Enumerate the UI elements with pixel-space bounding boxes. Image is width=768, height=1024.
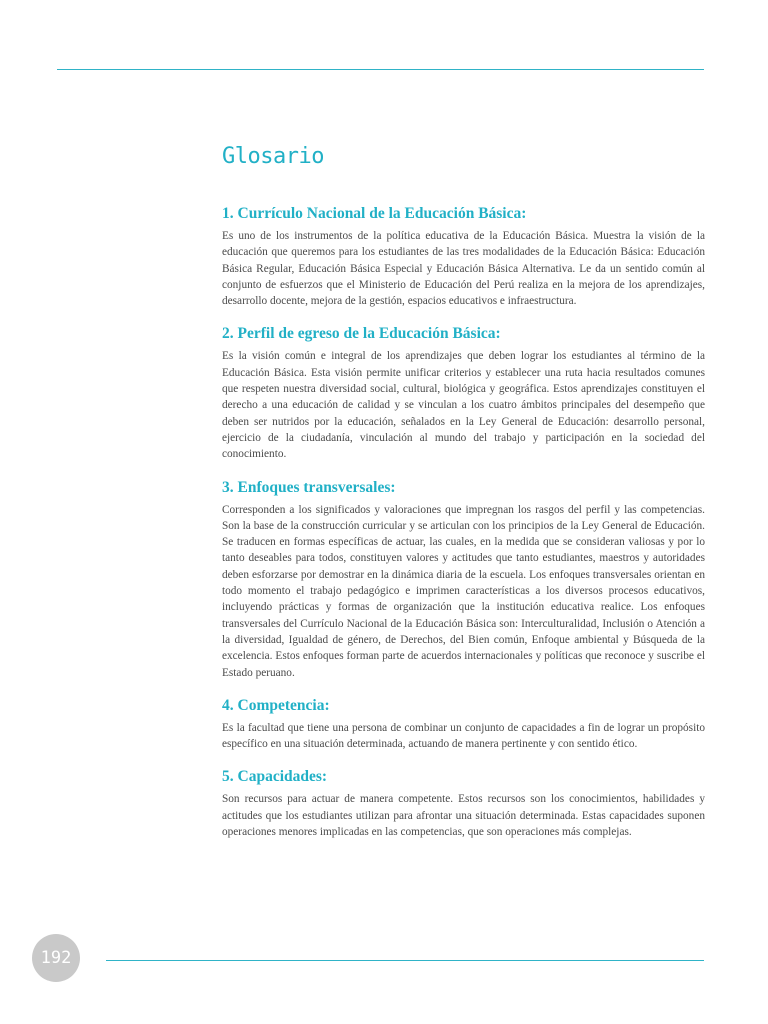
glossary-entry bbox=[222, 204, 705, 309]
glossary-entry bbox=[222, 696, 705, 753]
entry-body: Corresponden a los significados y valoraciones que impregnan los rasgos del perfil y las competencias. Son la base de la construcción curricular y se articulan con los principios de la Ley General de Educación. Se traducen en formas específicas de actuar, las cuales, en la medida que se consideran valiosas y por lo tanto deseables para todos, constituyen valores y actitudes que tanto estudiantes, maestros y autoridades deben esforzarse por demostrar en la dinámica diaria de la escuela. Los enfoques transversales orientan en todo momento el trabajo pedagógico e imprimen características a los diversos procesos educativos, incluyendo prácticas y formas de organización que la institución educativa realice. Los enfoques transversales del Currículo Nacional de la Educación Básica son: Interculturalidad, Inclusión o Atención a la diversidad, Igualdad de género, de Derechos, del Bien común, Enfoque ambiental y Búsqueda de la excelencia. Estos enfoques forman parte de acuerdos internacionales y políticas que reconoce y suscribe el Estado peruano. bbox=[222, 503, 705, 679]
entry-heading: 1. Currículo Nacional de la Educación Básica: bbox=[222, 205, 527, 222]
entry-body: Son recursos para actuar de manera competente. Estos recursos son los conocimientos, habilidades y actitudes que los estudiantes utilizan para afrontar una situación determinada. Estas capacidades suponen operaciones menores implicadas en las competencias, que son operaciones más complejas. bbox=[222, 793, 705, 839]
glossary-entry bbox=[222, 767, 705, 840]
entry-heading: 5. Capacidades: bbox=[222, 768, 328, 786]
entry-heading: 3. Enfoques transversales: bbox=[222, 478, 396, 496]
entry-body: Es uno de los instrumentos de la política educativa de la Educación Básica. Muestra la visión de la educación que queremos para los estudiantes de las tres modalidades de la Educación Básica: Educación Básica Regular, Educación Básica Especial y Educación Básica Alternativa. Le da un sentido común al conjunto de esfuerzos que el Ministerio de Educación del Perú realiza en la mejora de los aprendizajes, desarrollo docente, mejora de la gestión, espacios educativos e infraestructura. bbox=[222, 230, 705, 308]
page-title: Glosario bbox=[222, 144, 324, 169]
entry-heading: 2. Perfil de egreso de la Educación Básica: bbox=[222, 325, 501, 343]
top-divider bbox=[57, 69, 704, 70]
glossary-entry bbox=[222, 478, 705, 681]
entry-body: Es la visión común e integral de los aprendizajes que deben lograr los estudiantes al término de la Educación Básica. Esta visión permite unificar criterios y establecer una ruta hacia resultados comunes que respeten nuestra diversidad social, cultural, biológica y geográfica. Estos aprendizajes constituyen el derecho a una educación de calidad y se vinculan a los cuatro ámbitos principales del desempeño que deben ser nutridos por la educación, señalados en la Ley General de Educación: desarrollo personal, ejercicio de la ciudadanía, vinculación al mundo del trabajo y participación en la sociedad del conocimiento. bbox=[222, 350, 705, 461]
page-number-badge: 192 bbox=[32, 934, 80, 982]
entry-heading: 4. Competencia: bbox=[222, 696, 330, 714]
glossary-entry bbox=[222, 324, 705, 462]
bottom-divider bbox=[106, 960, 704, 961]
glossary-content bbox=[222, 140, 705, 855]
entry-body: Es la facultad que tiene una persona de combinar un conjunto de capacidades a fin de lograr un propósito específico en una situación determinada, actuando de manera pertinente y con sentido ético. bbox=[222, 721, 705, 751]
